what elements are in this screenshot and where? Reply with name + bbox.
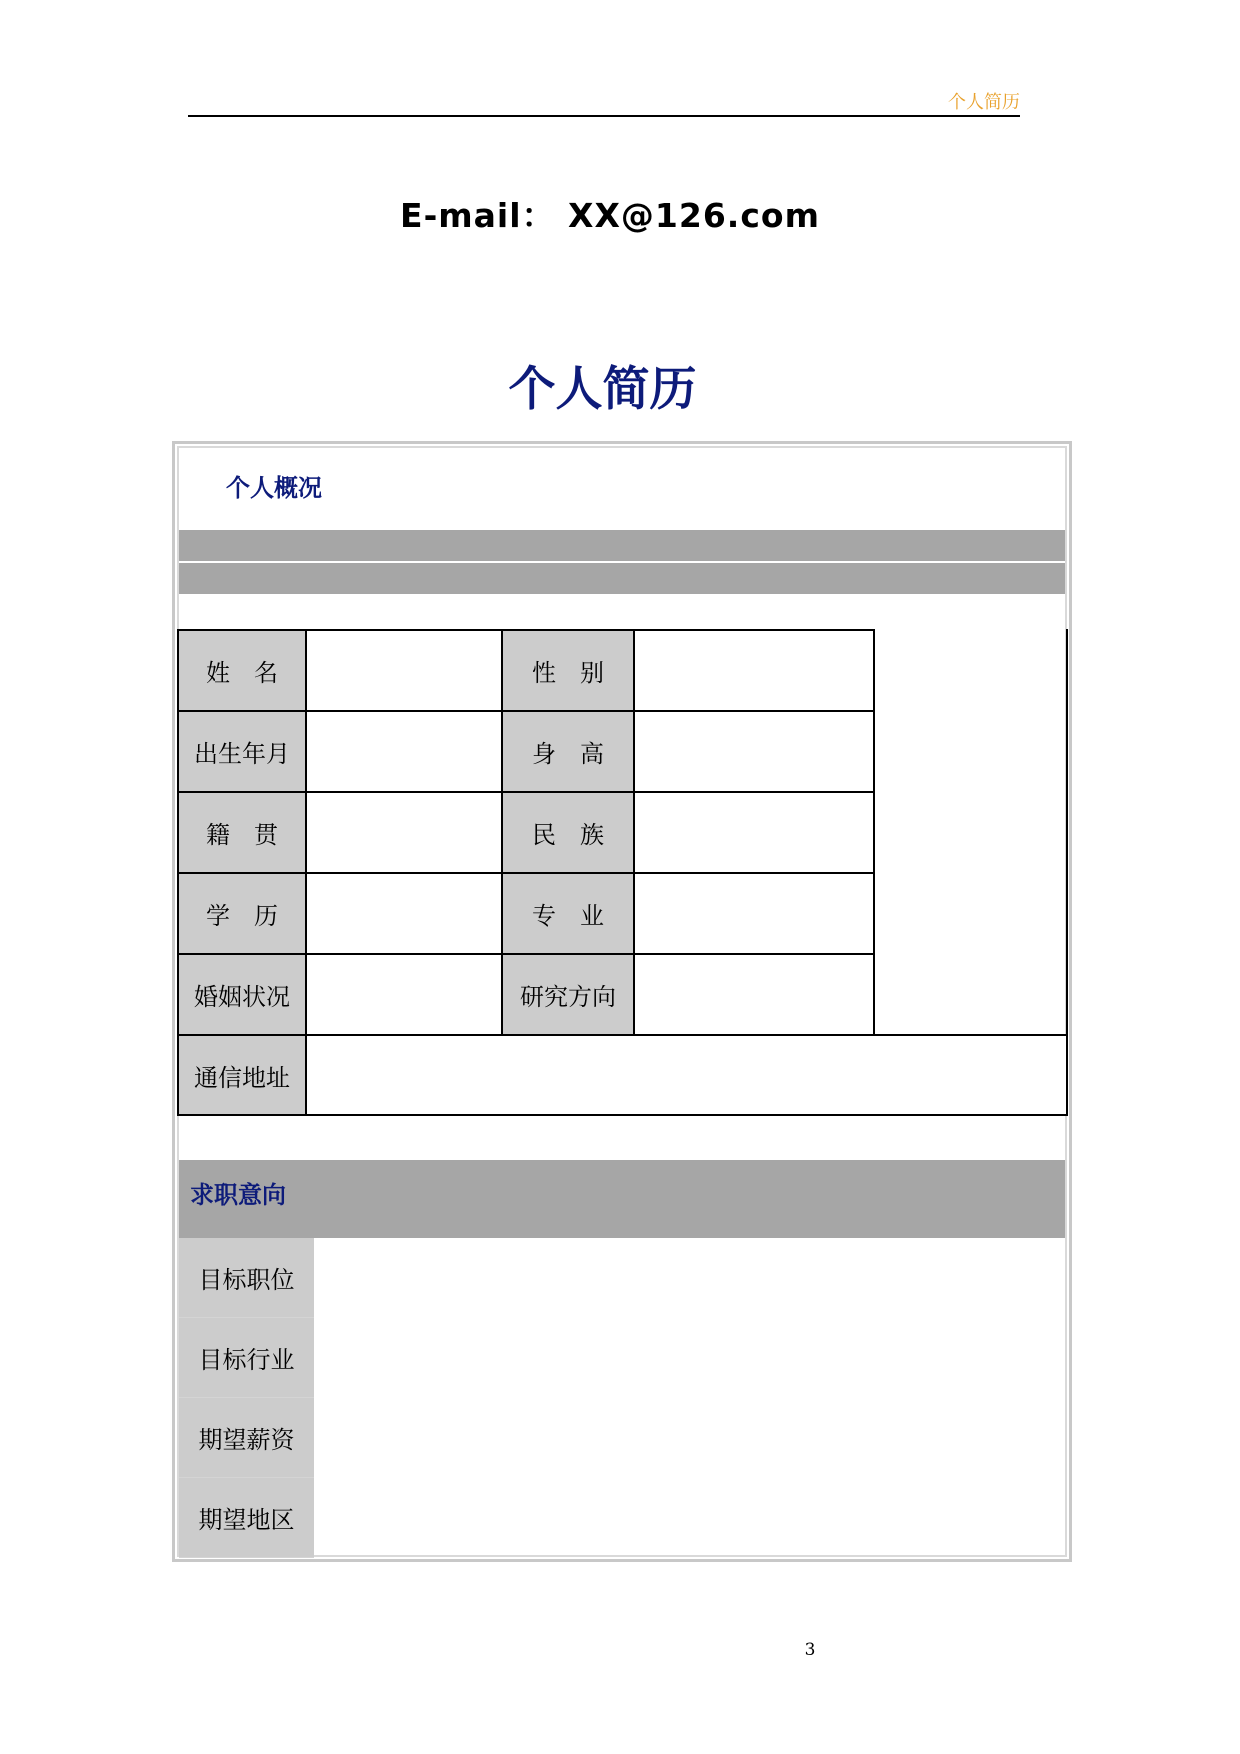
value-education bbox=[305, 872, 503, 955]
value-research bbox=[633, 953, 875, 1036]
value-height bbox=[633, 710, 875, 793]
label-research: 研究方向 bbox=[501, 953, 635, 1036]
label-target-position: 目标职位 bbox=[179, 1238, 314, 1318]
label-height: 身 高 bbox=[501, 710, 635, 793]
running-header: 个人简历 bbox=[948, 92, 1020, 113]
page-number: 3 bbox=[804, 1640, 816, 1660]
value-ethnicity bbox=[633, 791, 875, 874]
value-hometown bbox=[305, 791, 503, 874]
label-birth: 出生年月 bbox=[177, 710, 307, 793]
label-name: 姓 名 bbox=[177, 629, 307, 712]
label-major: 专 业 bbox=[501, 872, 635, 955]
intent-band bbox=[179, 1160, 1065, 1238]
photo-area-border bbox=[1066, 629, 1068, 1036]
label-hometown: 籍 贯 bbox=[177, 791, 307, 874]
email-line: E-mail： XX@126.com bbox=[400, 196, 820, 235]
header-rule bbox=[188, 115, 1020, 117]
label-expected-salary: 期望薪资 bbox=[179, 1398, 314, 1478]
label-address: 通信地址 bbox=[177, 1034, 307, 1116]
label-ethnicity: 民 族 bbox=[501, 791, 635, 874]
profile-band-1 bbox=[179, 530, 1065, 561]
profile-band-2 bbox=[179, 563, 1065, 594]
value-birth bbox=[305, 710, 503, 793]
value-gender bbox=[633, 629, 875, 712]
value-major bbox=[633, 872, 875, 955]
value-address bbox=[305, 1034, 1068, 1116]
label-gender: 性 别 bbox=[501, 629, 635, 712]
label-marital: 婚姻状况 bbox=[177, 953, 307, 1036]
value-name bbox=[305, 629, 503, 712]
value-marital bbox=[305, 953, 503, 1036]
intent-section-title: 求职意向 bbox=[190, 1181, 286, 1209]
label-expected-region: 期望地区 bbox=[179, 1478, 314, 1558]
profile-section-title: 个人概况 bbox=[226, 474, 322, 502]
page-title: 个人简历 bbox=[508, 362, 697, 417]
label-education: 学 历 bbox=[177, 872, 307, 955]
label-target-industry: 目标行业 bbox=[179, 1318, 314, 1398]
